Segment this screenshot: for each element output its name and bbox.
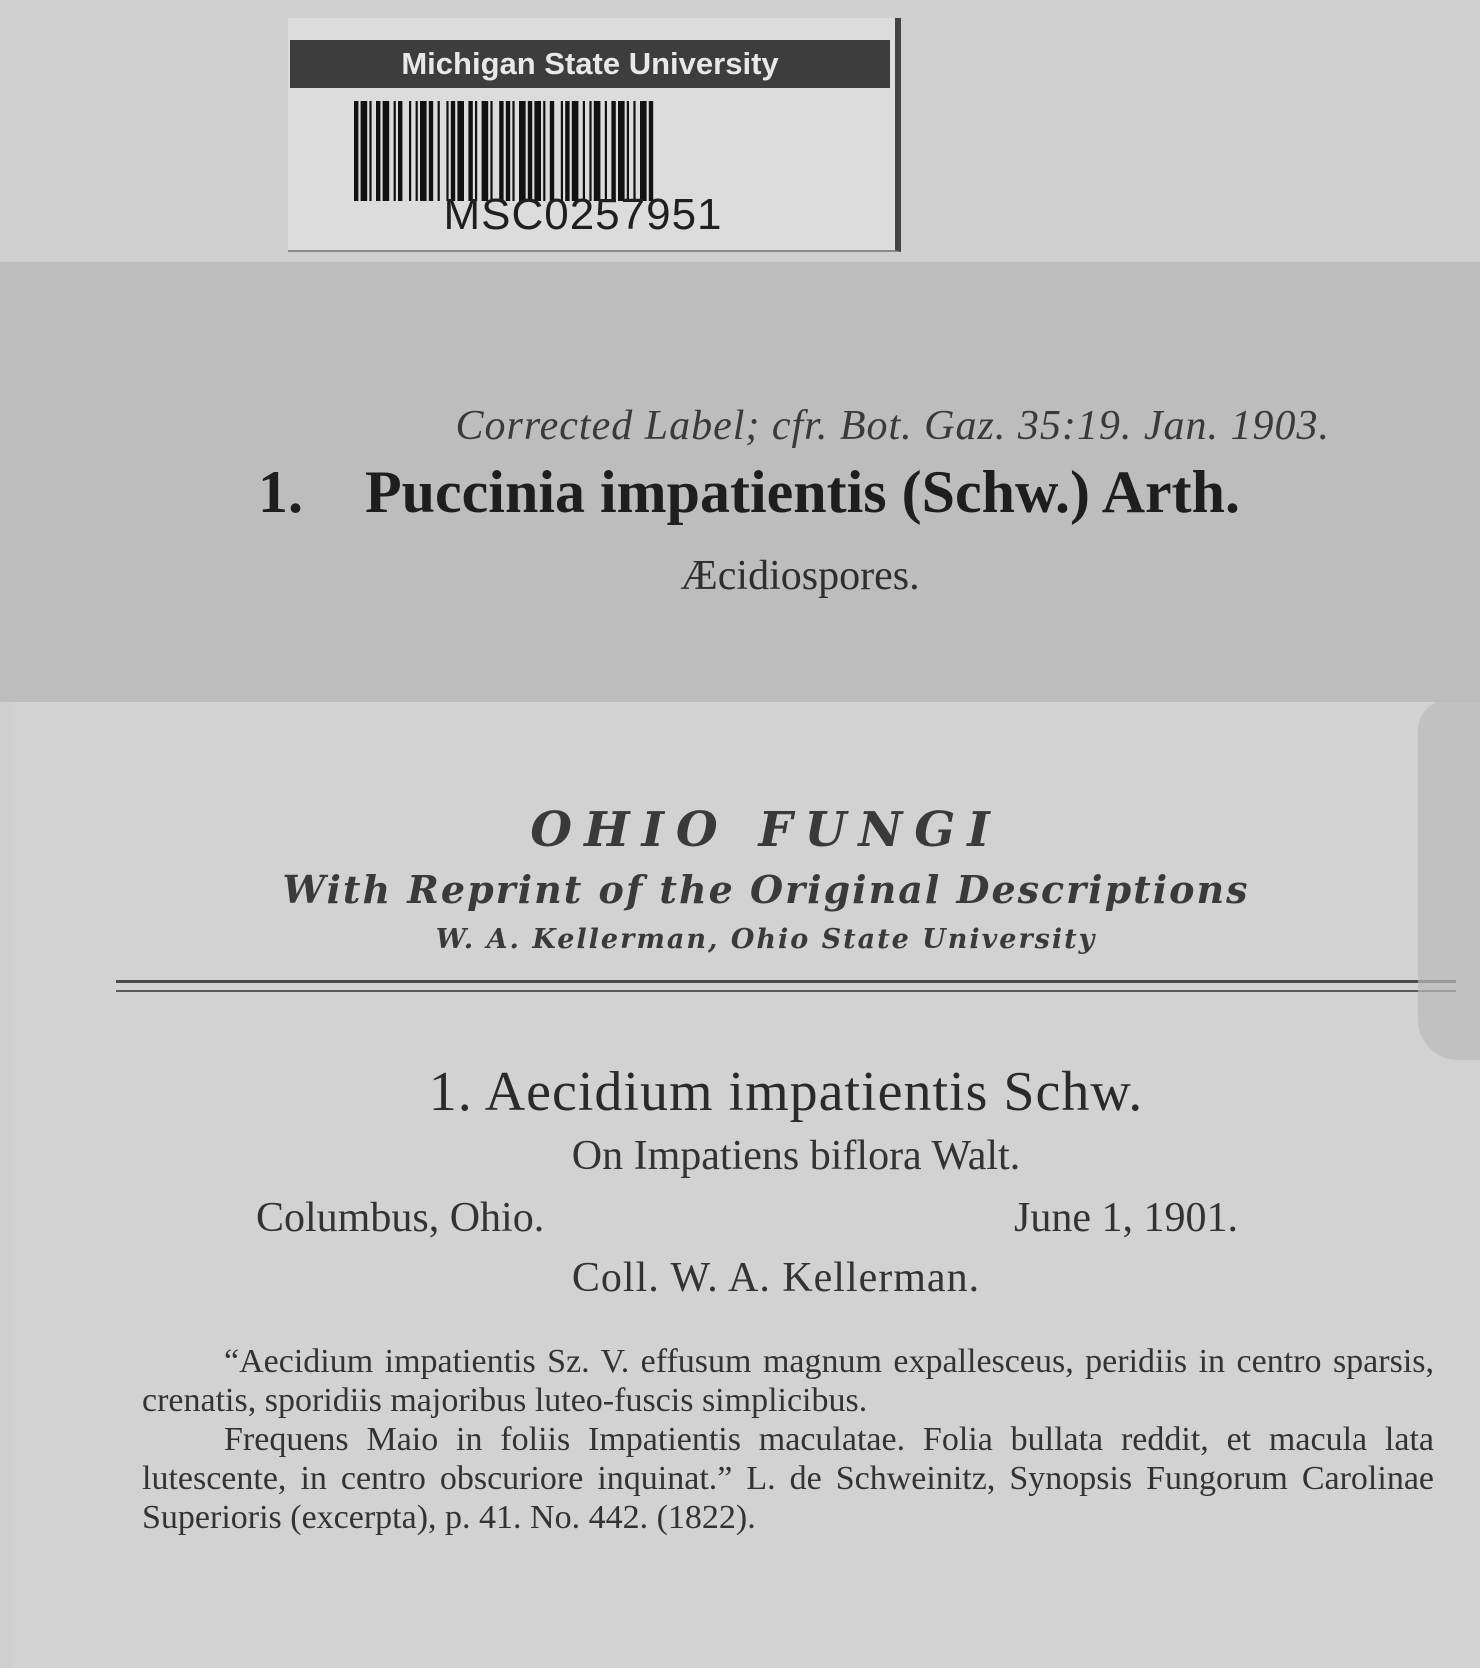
correction-note: Corrected Label; cfr. Bot. Gaz. 35:19. Jan. 1903. xyxy=(455,403,1330,449)
description-paragraph: “Aecidium impatientis Sz. V. effusum magnum expallesceus, peridiis in centro sparsis, crenatis, sporidiis majoribus luteo-fuscis simplicibus. xyxy=(142,1343,1434,1419)
original-description xyxy=(142,1342,1434,1537)
barcode-bar xyxy=(457,101,464,201)
species-name: Puccinia impatientis (Schw.) Arth. xyxy=(365,459,1241,525)
barcode-bar xyxy=(475,101,477,201)
barcode-bar xyxy=(605,101,607,201)
series-title: OHIO FUNGI xyxy=(530,802,1002,858)
barcode-label xyxy=(288,18,901,252)
barcode-bar xyxy=(627,101,629,201)
barcode-bar xyxy=(589,101,591,201)
barcode-bar xyxy=(534,101,541,201)
collector: Coll. W. A. Kellerman. xyxy=(571,1255,981,1301)
barcode-bar xyxy=(420,101,427,201)
barcode-bar xyxy=(451,101,455,201)
barcode-bar xyxy=(429,101,433,201)
host-plant: On Impatiens biflora Walt. xyxy=(571,1133,1021,1179)
barcode-bar xyxy=(550,101,554,201)
barcode-bar xyxy=(376,101,380,201)
barcode-bar xyxy=(499,101,503,201)
barcode-bar xyxy=(561,101,563,201)
barcode-bar xyxy=(416,101,418,201)
locality: Columbus, Ohio. xyxy=(256,1195,545,1241)
barcode-bar xyxy=(482,101,489,201)
barcode-bar xyxy=(506,101,510,201)
entry-title: 1. Aecidium impatientis Schw. xyxy=(428,1061,1144,1123)
corrected-label xyxy=(0,262,1480,702)
series-subtitle: With Reprint of the Original Descriptions xyxy=(282,867,1250,912)
specimen-label xyxy=(12,702,1480,1668)
barcode-bar xyxy=(512,101,514,201)
species-number: 1. xyxy=(258,459,303,525)
barcode-bar xyxy=(394,101,396,201)
series-author: W. A. Kellerman, Ohio State University xyxy=(435,924,1097,955)
barcode-bar xyxy=(572,101,579,201)
barcode-bar xyxy=(565,101,569,201)
barcode-bar xyxy=(528,101,532,201)
barcode-bar xyxy=(438,101,440,201)
barcode-bar xyxy=(383,101,390,201)
barcode-bar xyxy=(354,101,358,201)
collection-date: June 1, 1901. xyxy=(1014,1195,1238,1241)
divider-rule xyxy=(116,980,1456,983)
barcode-bar xyxy=(490,101,492,201)
barcode-bar xyxy=(611,101,615,201)
barcode-bar xyxy=(398,101,402,201)
barcode-number: MSC0257951 xyxy=(443,190,723,239)
barcode-bar xyxy=(409,101,411,201)
barcode-bar xyxy=(594,101,601,201)
description-paragraph: Frequens Maio in foliis Impatientis maculatae. Folia bullata reddit, et macula lata lutescente, in centro obscuriore inquinat.” L. de Schweinitz, Synopsis Fungorum Carolinae Superioris (excerpta), p. 41. No. 442. (1822). xyxy=(142,1421,1434,1536)
paper-stain xyxy=(1418,700,1480,1060)
barcode-institution: Michigan State University xyxy=(290,40,890,88)
barcode-bar xyxy=(543,101,545,201)
barcode-bar xyxy=(618,101,625,201)
spore-type: Æcidiospores. xyxy=(680,553,920,599)
barcode-bar xyxy=(633,101,635,201)
barcode-bar xyxy=(640,101,647,201)
barcode-bar xyxy=(519,101,526,201)
divider-rule-thin xyxy=(116,990,1456,992)
barcode-bar xyxy=(649,101,653,201)
barcode-bar xyxy=(369,101,371,201)
barcode-bar xyxy=(446,101,448,201)
barcode-bar xyxy=(361,101,368,201)
barcode-bar xyxy=(468,101,472,201)
barcode-bar xyxy=(583,101,585,201)
